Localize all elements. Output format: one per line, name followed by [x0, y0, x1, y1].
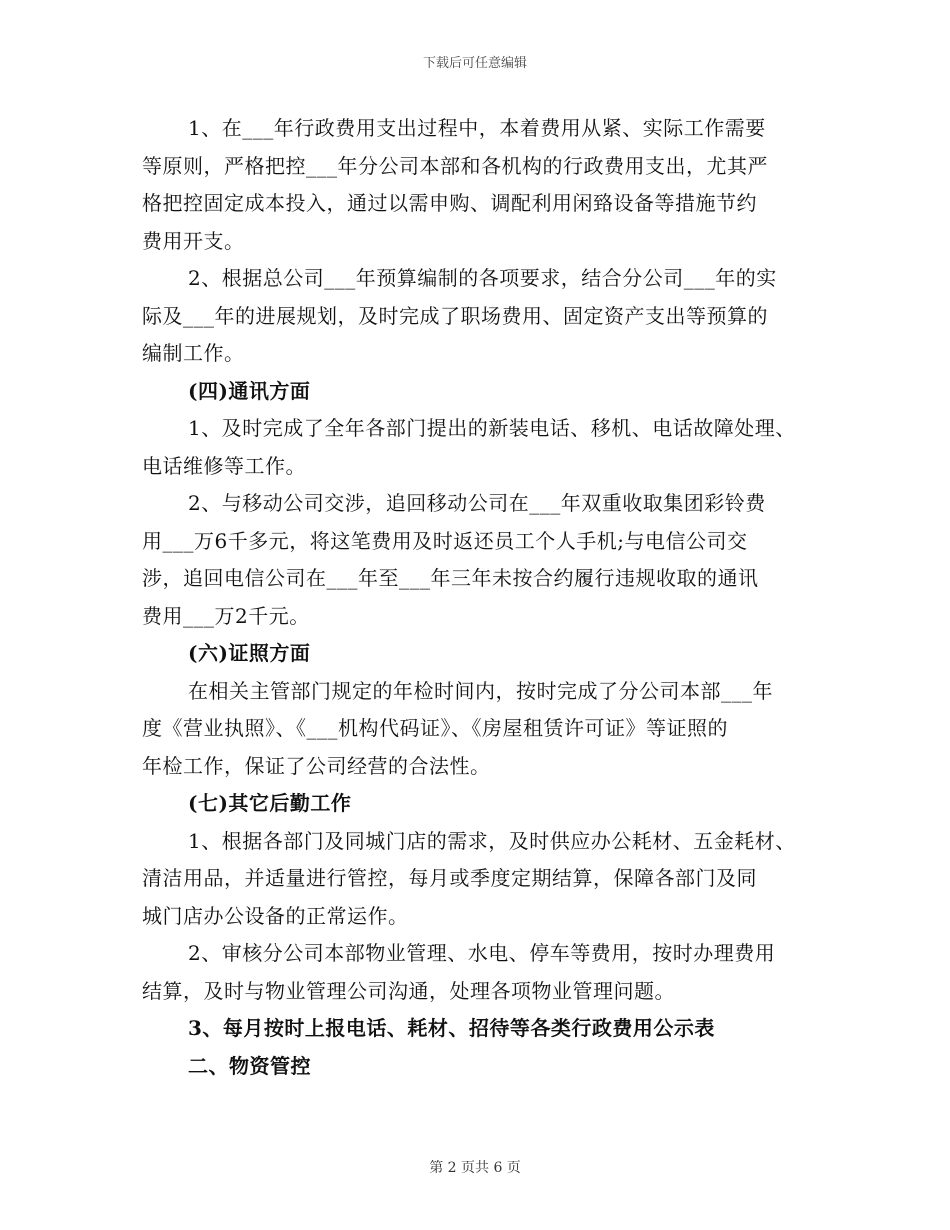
paragraph-line: 费用___万2千元。 [142, 603, 310, 628]
paragraph-line: 费用开支。 [142, 228, 245, 253]
page-header: 下载后可任意编辑 [422, 56, 527, 71]
paragraph-line: 际及___年的进展规划，及时完成了职场费用、固定资产支出等预算的 [142, 303, 768, 328]
section-heading: 二、物资管控 [188, 1053, 311, 1078]
paragraph-line: 格把控固定成本投入，通过以需申购、调配利用闲臵设备等措施节约 [142, 191, 757, 215]
paragraph-line: 1、在___年行政费用支出过程中，本着费用从紧、实际工作需要 [188, 116, 766, 140]
paragraph-line: 清洁用品，并适量进行管控，每月或季度定期结算，保障各部门及同 [142, 866, 757, 890]
paragraph-line: 城门店办公设备的正常运作。 [142, 903, 409, 928]
paragraph-line: 年检工作，保证了公司经营的合法性。 [142, 753, 491, 778]
paragraph-line: 1、根据各部门及同城门店的需求，及时供应办公耗材、五金耗材、 [188, 828, 796, 853]
document-body [142, 110, 822, 1085]
page-footer: 第 2 页共 6 页 [429, 1160, 521, 1176]
paragraph-line: 2、根据总公司___年预算编制的各项要求，结合分公司___年的实 [188, 266, 777, 290]
section-heading: (七)其它后勤工作 [188, 791, 352, 815]
paragraph-line: 度《营业执照》、《___机构代码证》、《房屋租赁许可证》等证照的 [142, 716, 728, 740]
paragraph-line: 涉，追回电信公司在___年至___年三年未按合约履行违规收取的通讯 [142, 566, 759, 590]
section-heading: (四)通讯方面 [188, 378, 311, 403]
paragraph-line: 编制工作。 [142, 341, 245, 365]
paragraph-line: 在相关主管部门规定的年检时间内，按时完成了分公司本部___年 [188, 678, 773, 703]
paragraph-line: 结算，及时与物业管理公司沟通，处理各项物业管理问题。 [142, 978, 675, 1003]
paragraph-line: 等原则，严格把控___年分公司本部和各机构的行政费用支出，尤其严 [142, 153, 768, 178]
paragraph-line: 1、及时完成了全年各部门提出的新装电话、移机、电话故障处理、 [188, 416, 796, 440]
paragraph-line: 电话维修等工作。 [142, 453, 306, 478]
paragraph-line: 2、审核分公司本部物业管理、水电、停车等费用，按时办理费用 [188, 941, 776, 965]
paragraph-line: 2、与移动公司交涉，追回移动公司在___年双重收取集团彩铃费 [188, 491, 766, 515]
paragraph-line: 用___万6千多元，将这笔费用及时返还员工个人手机;与电信公司交 [142, 528, 748, 553]
section-heading: (六)证照方面 [188, 641, 311, 665]
bold-line: 3、每月按时上报电话、耗材、招待等各类行政费用公示表 [188, 1016, 715, 1040]
